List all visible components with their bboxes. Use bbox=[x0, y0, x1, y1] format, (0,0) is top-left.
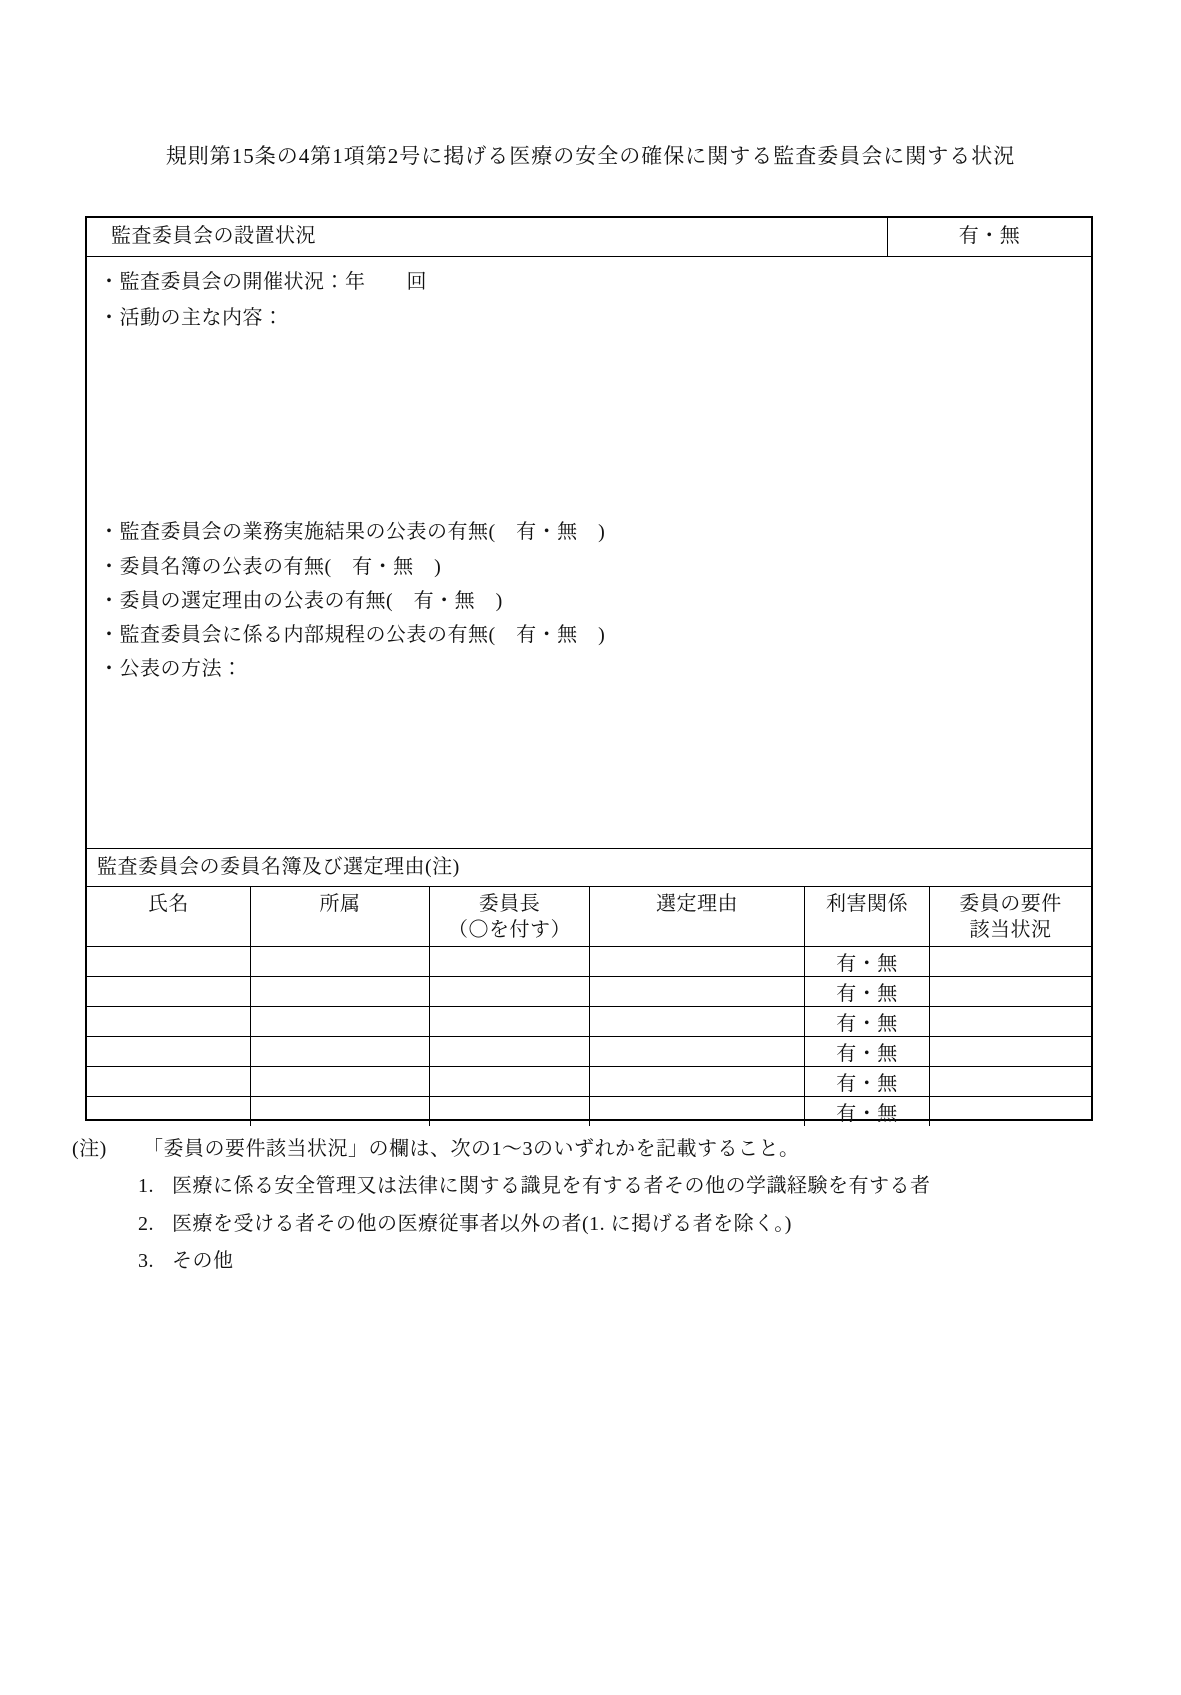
roster-rows bbox=[87, 946, 1091, 1126]
line-rules-publication: ・監査委員会に係る内部規程の公表の有無( 有・無 ) bbox=[99, 624, 606, 646]
setup-status-value: 有・無 bbox=[887, 218, 1091, 256]
cell-interest: 有・無 bbox=[804, 1037, 929, 1066]
cell-chair bbox=[429, 1037, 589, 1066]
cell-reason bbox=[589, 1007, 804, 1036]
cell-requirement bbox=[929, 1007, 1091, 1036]
cell-affiliation bbox=[250, 1067, 429, 1096]
cell-affiliation bbox=[250, 947, 429, 976]
note-item bbox=[138, 1169, 931, 1198]
cell-name bbox=[87, 1007, 250, 1036]
cell-name bbox=[87, 1037, 250, 1066]
cell-chair bbox=[429, 1007, 589, 1036]
setup-status-row bbox=[87, 218, 1091, 257]
cell-reason bbox=[589, 977, 804, 1006]
cell-chair bbox=[429, 1067, 589, 1096]
audit-committee-table bbox=[85, 216, 1093, 1125]
col-header-chair: 委員長 （〇を付す） bbox=[429, 887, 589, 946]
cell-reason bbox=[589, 1037, 804, 1066]
cell-interest: 有・無 bbox=[804, 977, 929, 1006]
col-header-interest: 利害関係 bbox=[804, 887, 929, 946]
note-item-text: その他 bbox=[172, 1250, 234, 1272]
note-item-text: 医療を受ける者その他の医療従事者以外の者(1. に掲げる者を除く。) bbox=[172, 1213, 792, 1235]
col-header-reason: 選定理由 bbox=[589, 887, 804, 946]
note-item bbox=[138, 1207, 792, 1236]
setup-status-label: 監査委員会の設置状況 bbox=[111, 225, 316, 247]
cell-requirement bbox=[929, 1037, 1091, 1066]
setup-detail-cell bbox=[87, 257, 1091, 848]
table-row bbox=[87, 946, 1091, 976]
roster-column-header-row bbox=[87, 886, 1091, 946]
cell-requirement bbox=[929, 1097, 1091, 1126]
cell-affiliation bbox=[250, 1037, 429, 1066]
cell-interest: 有・無 bbox=[804, 1067, 929, 1096]
table-row bbox=[87, 976, 1091, 1006]
cell-chair bbox=[429, 977, 589, 1006]
note-item bbox=[138, 1244, 234, 1273]
page-title: 規則第15条の4第1項第2号に掲げる医療の安全の確保に関する監査委員会に関する状況 bbox=[165, 144, 1016, 168]
col-header-name: 氏名 bbox=[148, 893, 189, 915]
table-row bbox=[87, 1066, 1091, 1096]
line-results-publication: ・監査委員会の業務実施結果の公表の有無( 有・無 ) bbox=[99, 521, 606, 543]
note-intro-text: 「委員の要件該当状況」の欄は、次の1～3のいずれかを記載すること。 bbox=[143, 1138, 800, 1160]
note-item-number: 1. bbox=[138, 1175, 154, 1197]
table-row bbox=[87, 1036, 1091, 1066]
cell-name bbox=[87, 947, 250, 976]
cell-requirement bbox=[929, 977, 1091, 1006]
cell-name bbox=[87, 977, 250, 1006]
table-row bbox=[87, 1096, 1091, 1126]
roster-section-title: 監査委員会の委員名簿及び選定理由(注) bbox=[87, 848, 1091, 886]
cell-affiliation bbox=[250, 1007, 429, 1036]
line-roster-publication: ・委員名簿の公表の有無( 有・無 ) bbox=[99, 556, 442, 578]
line-publication-method: ・公表の方法： bbox=[99, 658, 243, 680]
cell-name bbox=[87, 1067, 250, 1096]
note-intro bbox=[72, 1132, 800, 1161]
note-item-number: 3. bbox=[138, 1250, 154, 1272]
col-header-affiliation: 所属 bbox=[250, 887, 429, 946]
line-selection-publication: ・委員の選定理由の公表の有無( 有・無 ) bbox=[99, 590, 503, 612]
line-meeting-frequency: ・監査委員会の開催状況：年 回 bbox=[99, 271, 427, 293]
cell-chair bbox=[429, 947, 589, 976]
cell-interest: 有・無 bbox=[804, 1007, 929, 1036]
note-item-text: 医療に係る安全管理又は法律に関する識見を有する者その他の学識経験を有する者 bbox=[172, 1175, 931, 1197]
table-row bbox=[87, 1006, 1091, 1036]
line-main-activities: ・活動の主な内容： bbox=[99, 307, 284, 329]
cell-chair bbox=[429, 1097, 589, 1126]
note-item-number: 2. bbox=[138, 1213, 154, 1235]
cell-reason bbox=[589, 947, 804, 976]
cell-requirement bbox=[929, 947, 1091, 976]
col-header-requirement: 委員の要件 該当状況 bbox=[929, 887, 1091, 946]
cell-reason bbox=[589, 1097, 804, 1126]
cell-interest: 有・無 bbox=[804, 1097, 929, 1126]
note-intro-label: (注) bbox=[72, 1138, 107, 1160]
cell-requirement bbox=[929, 1067, 1091, 1096]
cell-interest: 有・無 bbox=[804, 947, 929, 976]
cell-affiliation bbox=[250, 1097, 429, 1126]
cell-name bbox=[87, 1097, 250, 1126]
cell-affiliation bbox=[250, 977, 429, 1006]
cell-reason bbox=[589, 1067, 804, 1096]
